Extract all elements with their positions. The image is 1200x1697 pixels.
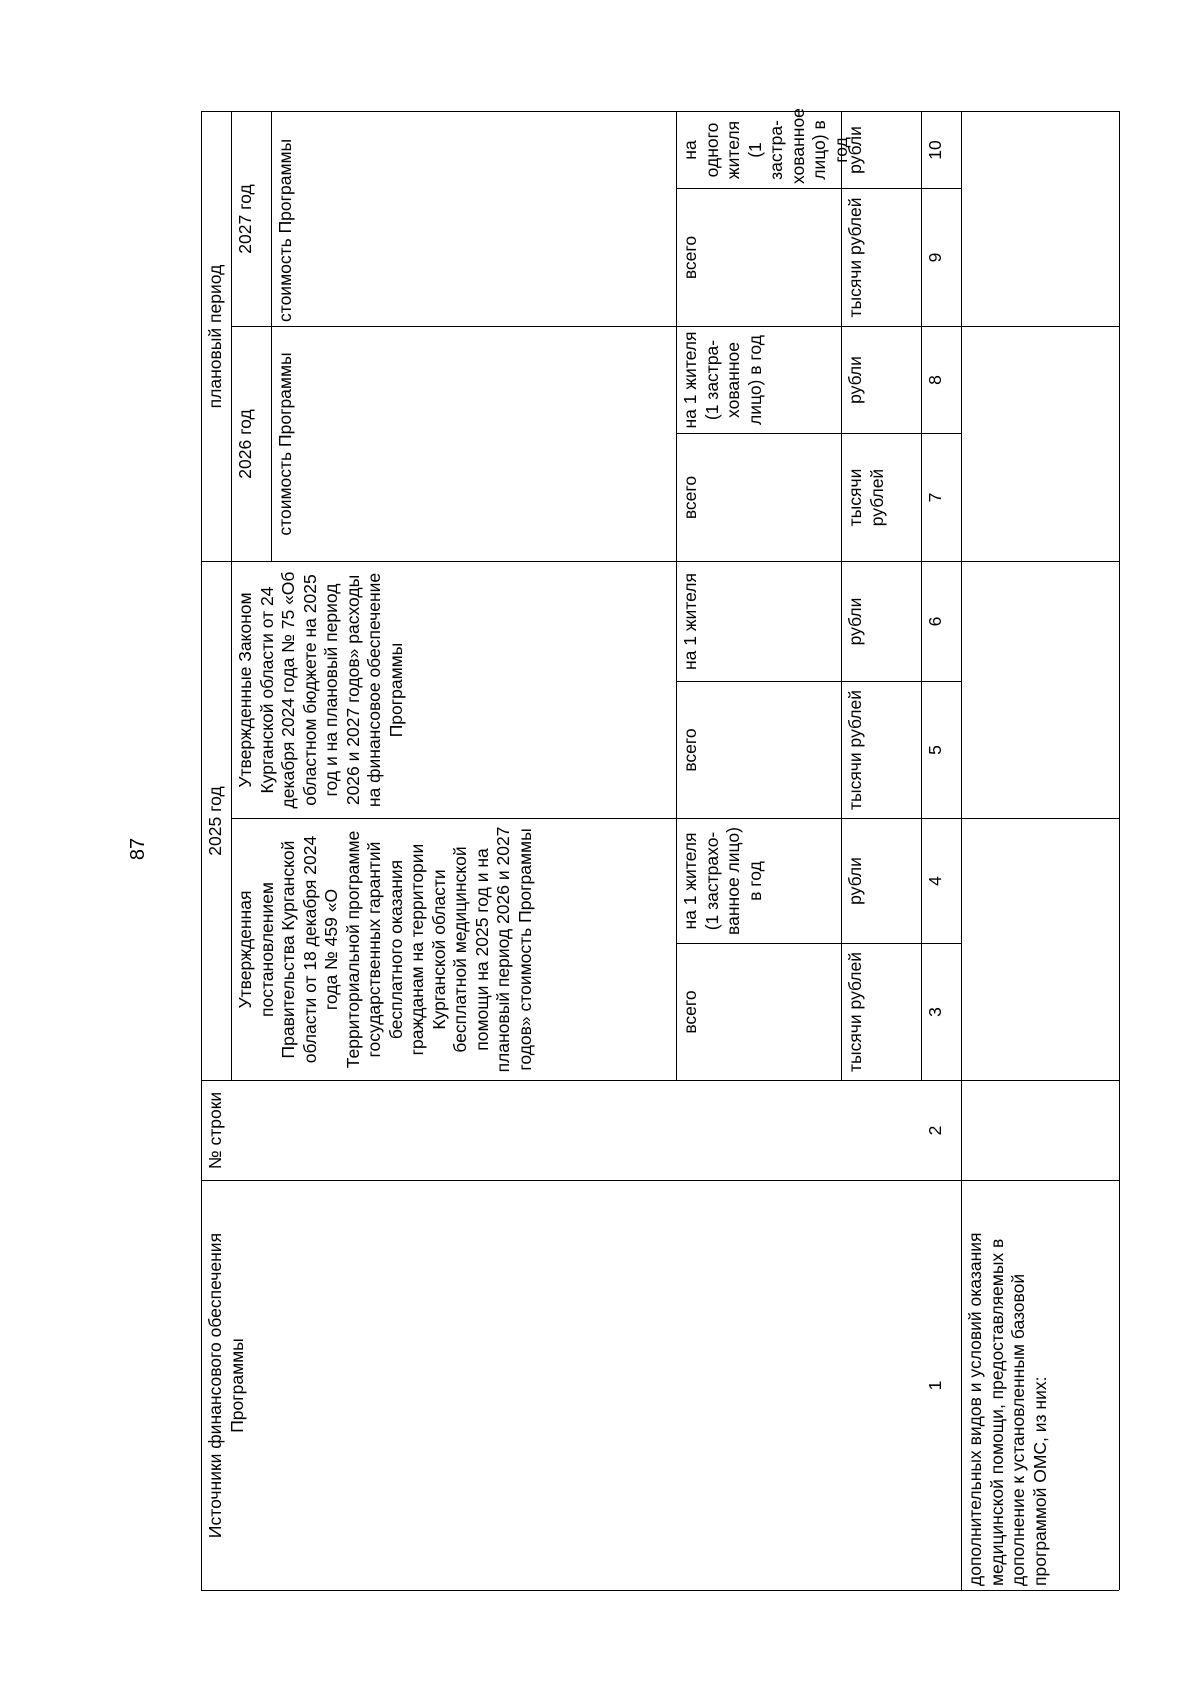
header-cost-2026: стоимость Программы	[272, 326, 677, 561]
unit-col-8: рубли	[842, 326, 922, 433]
col-number: 4	[922, 818, 962, 943]
data-cell	[962, 111, 1120, 326]
page-number: 87	[127, 837, 149, 861]
header-financing-sources-cont	[302, 1180, 922, 1590]
header-approved-by-law: Утвержденные Законом Курганской области от 24 декабря 2024 года № 75 «Об областном бюджете на 2025 год и на плановый период 2026 и 2027 годов» расходы на финансовое обеспечение Программы	[232, 561, 677, 818]
unit-col-5: тысячи рублей	[842, 681, 922, 818]
unit-col-4: рубли	[842, 818, 922, 943]
header-per-insured-8: на 1 жителя (1 застра-хованное лицо) в год	[677, 326, 842, 433]
header-total-9: всего	[677, 188, 842, 326]
header-approved-by-government: Утвержденная постановлением Правительства Курганской области от 18 декабря 2024 года № 459 «О Территориальной программе государственных гарантий бесплатного оказания гражданам на территории Курганской области бесплатной медицинской помощи на 2025 год и на плановый период 2026 и 2027 годов» стоимость Программы	[232, 818, 677, 1080]
header-total-3: всего	[677, 943, 842, 1080]
col-number: 3	[922, 943, 962, 1080]
col-number: 5	[922, 681, 962, 818]
col-number: 1	[922, 1180, 962, 1590]
header-year-2027: 2027 год	[232, 111, 272, 326]
row-number-cell	[962, 1080, 1120, 1180]
header-row-number: № строки	[202, 1080, 302, 1180]
header-total-7: всего	[677, 433, 842, 561]
financing-table	[201, 108, 1119, 1591]
col-number: 9	[922, 188, 962, 326]
row-label-additional-care: дополнительных видов и условий оказания медицинской помощи, предоставляемых в дополнение к установленным базовой программой ОМС, из них:	[962, 1180, 1120, 1590]
header-financing-sources: Источники финансового обеспечения Программы	[202, 1180, 302, 1590]
col-number: 10	[922, 111, 962, 188]
col-number: 7	[922, 433, 962, 561]
unit-col-6: рубли	[842, 561, 922, 681]
data-cell	[962, 326, 1120, 561]
col-number: 6	[922, 561, 962, 681]
col-number: 8	[922, 326, 962, 433]
header-per-insured-10: на одного жителя (1 застра-хованное лицо) в год	[677, 111, 842, 188]
unit-col-7: тысячи рублей	[842, 433, 922, 561]
header-cost-2027: стоимость Программы	[272, 111, 677, 326]
header-total-5: всего	[677, 681, 842, 818]
unit-col-3: тысячи рублей	[842, 943, 922, 1080]
unit-col-10: рубли	[842, 111, 922, 188]
header-year-2026: 2026 год	[232, 326, 272, 561]
col-number: 2	[922, 1080, 962, 1180]
header-per-insured-4: на 1 жителя (1 застрахо-ванное лицо) в год	[677, 818, 842, 943]
header-row-number-cont	[302, 1080, 922, 1180]
header-planned-period: плановый период	[202, 111, 232, 561]
header-year-2025: 2025 год	[202, 561, 232, 1080]
data-cell	[962, 818, 1120, 1080]
data-cell	[962, 561, 1120, 818]
unit-col-9: тысячи рублей	[842, 188, 922, 326]
header-per-resident-6: на 1 жителя	[677, 561, 842, 681]
